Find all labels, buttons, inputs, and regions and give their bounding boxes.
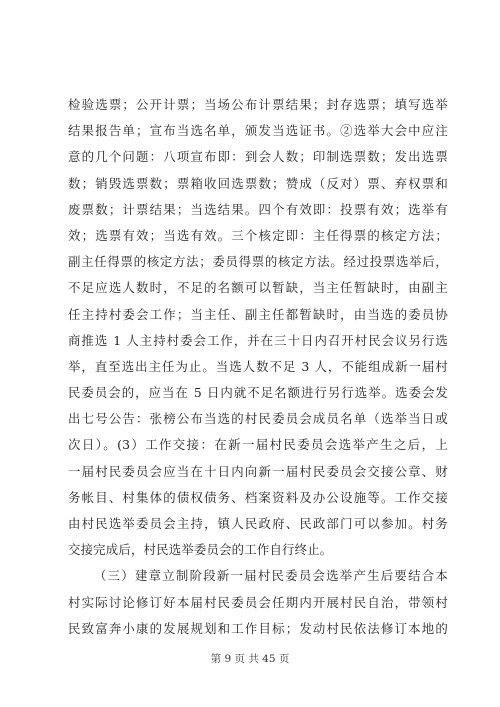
section-heading-line: （三）建章立制阶段新一届村民委员会选举产生后要结合本 [94, 568, 448, 584]
text-line: 民委员会的，应当在 5 日内就不足名额进行另行选举。选委会发 [68, 385, 448, 401]
text-line: 出七号公告：张榜公布当选的村民委员会成员名单（选举当日或 [68, 411, 448, 427]
text-line: 由村民选举委员会主持，镇人民政府、民政部门可以参加。村务 [68, 516, 448, 531]
text-line: 务帐目、村集体的债权债务、档案资料及办公设施等。工作交接 [68, 489, 448, 505]
text-line: 副主任得票的核定方法；委员得票的核定方法。经过投票选举后， [68, 254, 448, 270]
text-line: 商推选 1 人主持村委会工作，并在三十日内召开村民会议另行选 [68, 332, 448, 348]
text-line: 意的几个问题：八项宣布即：到会人数；印制选票数；发出选票 [68, 149, 448, 165]
text-line: 数；销毁选票数；票箱收回选票数；赞成（反对）票、弃权票和 [68, 175, 448, 191]
text-line: 效；选票有效；当选有效。三个核定即：主任得票的核定方法； [68, 227, 448, 243]
text-line: 民致富奔小康的发展规划和工作目标；发动村民依法修订本地的 [68, 620, 448, 636]
text-line: 举，直至选出主任为止。当选人数不足 3 人，不能组成新一届村 [68, 358, 448, 374]
text-line: 一届村民委员会应当在十日内向新一届村民委员会交接公章、财 [68, 463, 448, 479]
text-line: 检验选票；公开计票；当场公布计票结果；封存选票；填写选举 [68, 97, 448, 112]
text-line: 不足应选人数时，不足的名额可以暂缺，当主任暂缺时，由副主 [68, 280, 448, 296]
text-line: 交接完成后，村民选举委员会的工作自行终止。 [68, 542, 333, 558]
text-line: 次日）。(3）工作交接：在新一届村民委员会选举产生之后，上 [68, 437, 448, 453]
text-line: 任主持村委会工作；当主任、副主任都暂缺时，由当选的委员协 [68, 306, 448, 322]
text-line: 结果报告单；宣布当选名单，颁发当选证书。②选举大会中应注 [68, 123, 448, 139]
page-footer: 第 9 页 共 45 页 [210, 653, 290, 665]
text-line: 废票数；计票结果；当选结果。四个有效即：投票有效；选举有 [68, 201, 448, 217]
text-line: 村实际讨论修订好本届村民委员会任期内开展村民自治，带领村 [68, 594, 448, 610]
body-text [68, 92, 448, 642]
